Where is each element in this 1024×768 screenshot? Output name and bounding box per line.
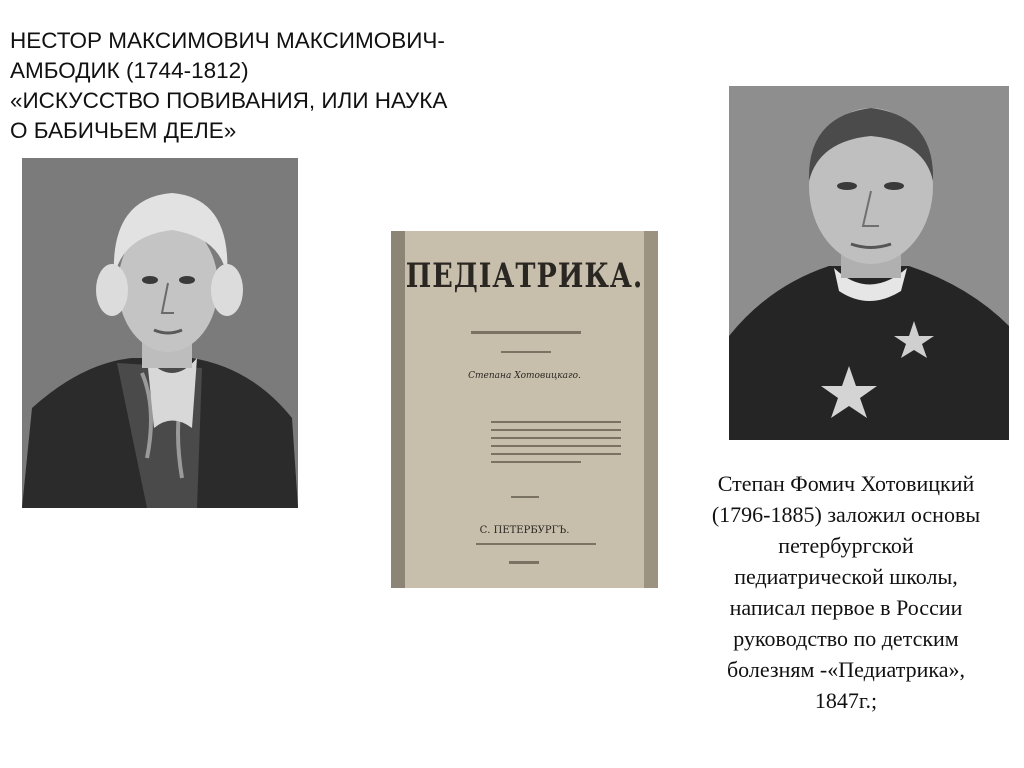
- caption-khotovitsky: [660, 468, 1024, 716]
- caption-line: (1796-1885) заложил основы: [711, 502, 981, 527]
- title-line: О БАБИЧЬЕМ ДЕЛЕ»: [10, 118, 237, 143]
- title-line: НЕСТОР МАКСИМОВИЧ МАКСИМОВИЧ-: [10, 28, 445, 53]
- portrait-ambodik-image: [22, 158, 298, 508]
- book-pediatrika-cover-image: [391, 231, 658, 588]
- portrait-khotovitsky-image: [729, 86, 1009, 440]
- slide-title: [10, 26, 610, 146]
- title-line: «ИСКУССТВО ПОВИВАНИЯ, ИЛИ НАУКА: [10, 88, 448, 113]
- caption-line: руководство по детским: [733, 626, 959, 651]
- caption-line: педиатрической школы,: [734, 564, 958, 589]
- title-line: АМБОДИК (1744-1812): [10, 58, 249, 83]
- caption-line: написал первое в России: [729, 595, 963, 620]
- book-author: Степана Хотовицкаго.: [468, 371, 581, 381]
- caption-line: 1847г.;: [814, 688, 878, 713]
- book-title: ПЕДІАТРИКА.: [405, 257, 644, 296]
- caption-line: болезням -«Педиатрика»,: [726, 657, 966, 682]
- caption-line: Степан Фомич Хотовицкий: [717, 471, 975, 496]
- book-city: С. ПЕТЕРБУРГЪ.: [479, 525, 570, 536]
- caption-line: петербургской: [778, 533, 914, 558]
